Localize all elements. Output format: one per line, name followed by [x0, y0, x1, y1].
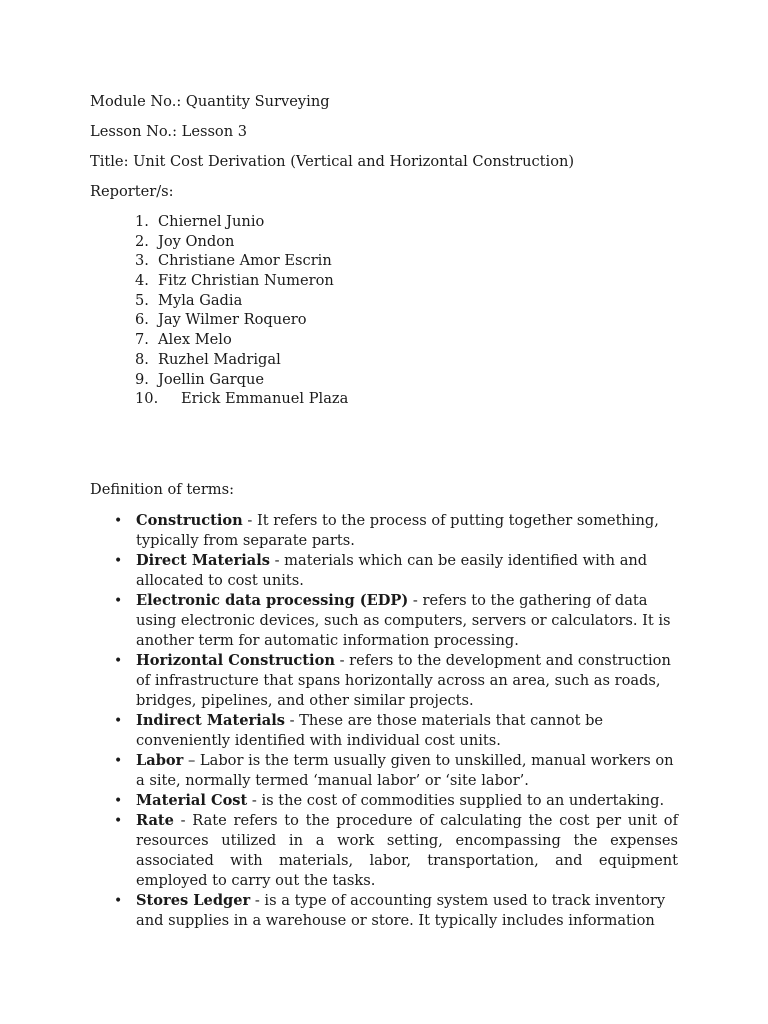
- bullet-icon: •: [114, 513, 123, 529]
- reporter-item: [135, 212, 348, 232]
- bullet-icon: •: [114, 753, 123, 769]
- term-item: [110, 591, 678, 651]
- term-definition: – Labor is the term usually given to unskilled, manual workers on a site, normally termed ‘manual labor’ or ‘site labor’.: [136, 752, 674, 789]
- title-line: Title: Unit Cost Derivation (Vertical and Horizontal Construction): [90, 153, 575, 170]
- term-name: Material Cost: [136, 792, 248, 809]
- term-item: [110, 891, 678, 931]
- reporter-name: Joellin Garque: [158, 370, 265, 388]
- bullet-icon: •: [114, 713, 123, 729]
- reporter-number: 7.: [135, 331, 149, 349]
- term-name: Construction: [136, 512, 243, 529]
- reporter-item: [135, 251, 348, 271]
- reporter-name: Joy Ondon: [158, 232, 235, 250]
- reporter-item: [135, 271, 348, 291]
- term-definition: - refers to the development and construction of infrastructure that spans horizontally across an area, such as roads, bridges, pipelines, and other similar projects.: [136, 652, 671, 709]
- reporter-number: 4.: [135, 272, 149, 290]
- reporter-item: [135, 370, 348, 390]
- reporter-number: 2.: [135, 232, 149, 250]
- term-item: [110, 711, 678, 751]
- bullet-icon: •: [114, 793, 123, 809]
- reporter-number: 5.: [135, 291, 149, 309]
- term-definition: - is a type of accounting system used to track inventory and supplies in a warehouse or store. It typically includes information: [136, 892, 666, 929]
- reporters-list: [135, 212, 348, 409]
- reporter-number: 6.: [135, 311, 149, 329]
- reporter-name: Ruzhel Madrigal: [158, 350, 281, 368]
- reporter-item: [135, 310, 348, 330]
- reporters-label: Reporter/s:: [90, 183, 174, 200]
- reporter-name: Christiane Amor Escrin: [158, 252, 332, 270]
- term-item: [110, 551, 678, 591]
- reporter-number: 9.: [135, 370, 149, 388]
- reporter-name: Chiernel Junio: [158, 213, 265, 230]
- bullet-icon: •: [114, 813, 123, 829]
- term-name: Indirect Materials: [136, 712, 285, 729]
- reporter-number: 3.: [135, 252, 149, 270]
- reporter-name: Alex Melo: [158, 331, 232, 349]
- reporter-item: [135, 389, 348, 409]
- term-item: [110, 791, 678, 811]
- term-item: [110, 511, 678, 551]
- term-definition: - These are those materials that cannot be conveniently identified with individual cost units.: [136, 712, 604, 749]
- term-item: [110, 811, 678, 891]
- reporter-number: 10.: [135, 390, 159, 408]
- bullet-icon: •: [114, 893, 123, 909]
- reporter-name: Erick Emmanuel Plaza: [181, 390, 349, 408]
- term-definition: - It refers to the process of putting together something, typically from separate parts.: [136, 512, 659, 549]
- reporter-number: 1.: [135, 213, 149, 230]
- module-line: Module No.: Quantity Surveying: [90, 93, 330, 110]
- term-item: [110, 651, 678, 711]
- term-definition: - is the cost of commodities supplied to an undertaking.: [247, 792, 665, 809]
- term-name: Labor: [136, 752, 184, 769]
- definitions-heading: Definition of terms:: [90, 481, 235, 498]
- term-name: Horizontal Construction: [136, 652, 335, 669]
- term-item: [110, 751, 678, 791]
- reporter-item: [135, 232, 348, 252]
- term-name: Rate: [136, 812, 174, 829]
- reporter-item: [135, 291, 348, 311]
- term-name: Direct Materials: [136, 552, 270, 569]
- reporter-name: Myla Gadia: [158, 291, 243, 309]
- bullet-icon: •: [114, 553, 123, 569]
- term-name: Stores Ledger: [136, 892, 251, 909]
- lesson-line: Lesson No.: Lesson 3: [90, 123, 248, 140]
- term-definition: - refers to the gathering of data using electronic devices, such as computers, servers or calculators. It is another term for automatic information processing.: [136, 592, 671, 649]
- reporter-item: [135, 350, 348, 370]
- reporter-item: [135, 330, 348, 350]
- bullet-icon: •: [114, 593, 123, 609]
- reporter-name: Jay Wilmer Roquero: [158, 311, 307, 329]
- reporter-number: 8.: [135, 350, 149, 368]
- bullet-icon: •: [114, 653, 123, 669]
- term-definition: - materials which can be easily identified with and allocated to cost units.: [136, 552, 648, 589]
- reporter-name: Fitz Christian Numeron: [158, 272, 334, 290]
- term-definition: - Rate refers to the procedure of calculating the cost per unit of resources utilized in a work setting, encompassing the expenses associated with materials, labor, transportation, and equipment employed to carry out the tasks.: [136, 812, 678, 889]
- term-name: Electronic data processing (EDP): [136, 592, 409, 609]
- terms-list: [110, 511, 678, 931]
